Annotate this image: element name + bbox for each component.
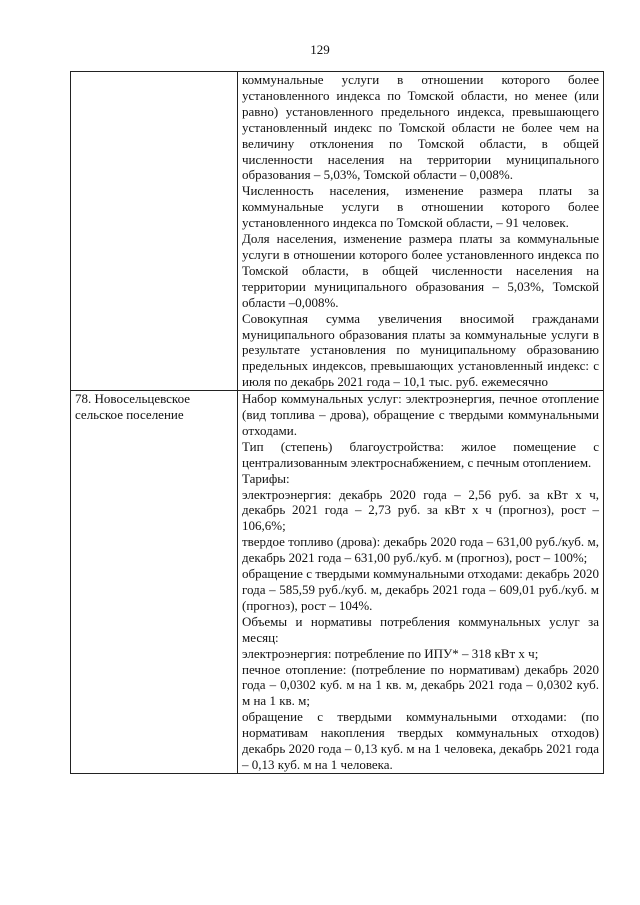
paragraph: коммунальные услуги в отношении которого более установленного индекса по Томской области, но менее (или равно) установленного предельного индекса, превышающего установленный индекс по Томской области не более чем на величину отклонения по Томской области, в общей численности населения на территории муниципального образования – 5,03%, Томской области – 0,008%.: [242, 72, 599, 183]
paragraph: Объемы и нормативы потребления коммунальных услуг за месяц:: [242, 613, 599, 645]
paragraph: Тарифы:: [242, 470, 290, 486]
description-cell: [238, 391, 604, 774]
paragraph: Тип (степень) благоустройства: жилое помещение с централизованным электроснабжением, с печным отоплением.: [242, 438, 599, 470]
paragraph: обращение с твердыми коммунальными отходами: декабрь 2020 года – 585,59 руб./куб. м, декабрь 2021 года – 609,01 руб./куб. м (прогноз), рост – 104%.: [242, 566, 599, 613]
description-cell: [238, 72, 604, 391]
table-row: [71, 72, 604, 391]
municipality-table: [70, 71, 604, 774]
municipality-cell: 78. Новосельцевское сельское поселение: [71, 391, 238, 774]
paragraph: электроэнергия: декабрь 2020 года – 2,56 руб. за кВт х ч, декабрь 2021 года – 2,73 руб. за кВт х ч (прогноз), рост – 106,6%;: [242, 486, 599, 534]
municipality-cell: [71, 72, 238, 391]
paragraph: электроэнергия: потребление по ИПУ* – 318 кВт х ч;: [242, 645, 539, 661]
page-number: 129: [310, 42, 330, 57]
paragraph: печное отопление: (потребление по нормативам) декабрь 2020 года – 0,0302 куб. м на 1 кв. м, декабрь 2021 года – 0,0302 куб. м на 1 кв. м;: [242, 661, 599, 709]
paragraph: твердое топливо (дрова): декабрь 2020 года – 631,00 руб./куб. м, декабрь 2021 года – 631,00 руб./куб. м (прогноз), рост – 100%;: [242, 534, 599, 566]
paragraph: обращение с твердыми коммунальными отходами: (по нормативам накопления твердых коммунальных отходов) декабрь 2020 года – 0,13 куб. м на 1 человека, декабрь 2021 года – 0,13 куб. м на 1 человека.: [242, 709, 599, 772]
table-row: [71, 391, 604, 774]
paragraph: Доля населения, изменение размера платы за коммунальные услуги в отношении которого более установленного индекса по Томской области, в общей численности населения на территории муниципального образования – 5,03%, Томской области –0,008%.: [242, 231, 599, 310]
paragraph: Численность населения, изменение размера платы за коммунальные услуги в отношении которого более установленного индекса по Томской области, – 91 человек.: [242, 183, 599, 231]
paragraph: Совокупная сумма увеличения вносимой гражданами муниципального образования платы за коммунальные услуги в результате установления по муниципальному образованию предельных индексов, превышающих установленный индекс: с июля по декабрь 2021 года – 10,1 тыс. руб. ежемесячно: [242, 310, 599, 390]
paragraph: Набор коммунальных услуг: электроэнергия, печное отопление (вид топлива – дрова), обращение с твердыми коммунальными отходами.: [242, 391, 599, 438]
